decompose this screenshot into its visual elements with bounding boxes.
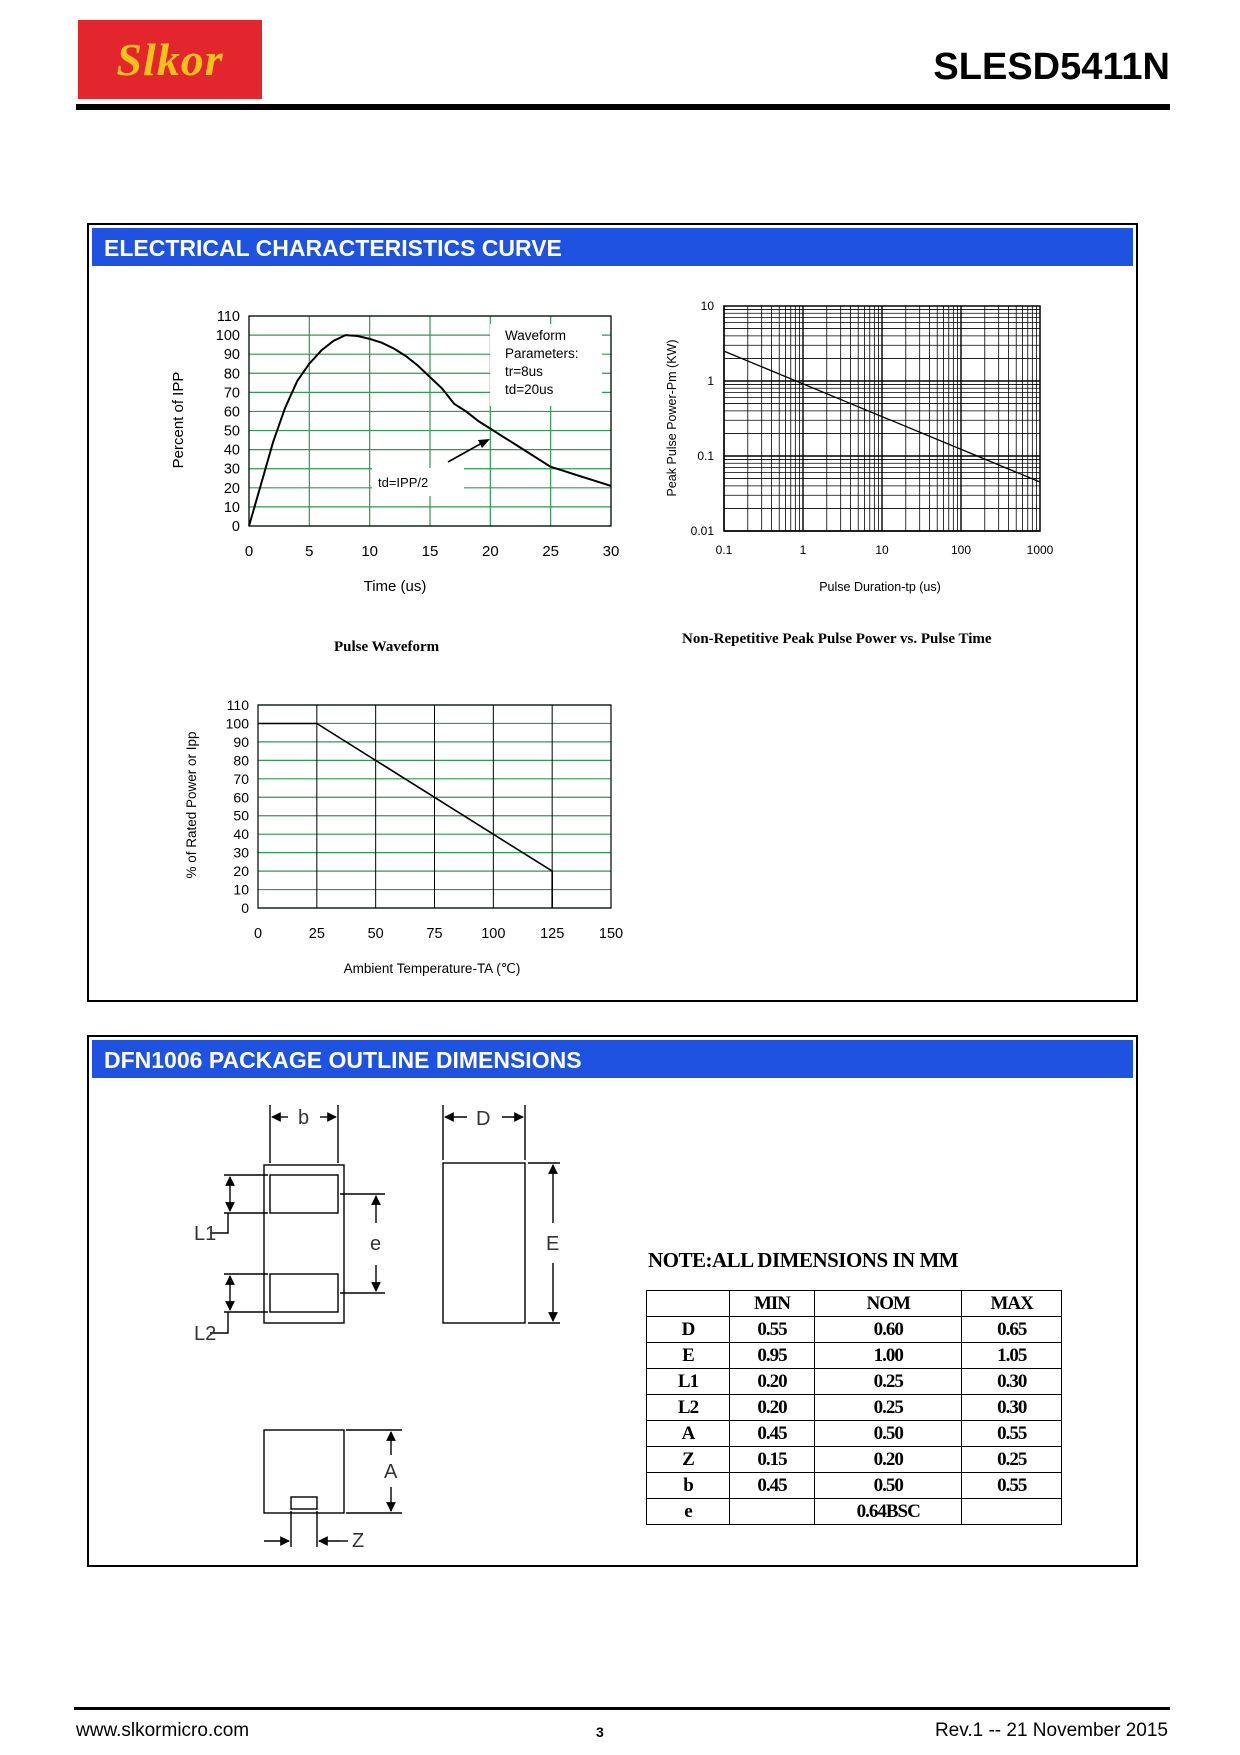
table-row (647, 1499, 1062, 1525)
table-cell: A (647, 1421, 730, 1447)
x-tick-label: 100 (950, 543, 972, 557)
dimensions-table (646, 1290, 1062, 1525)
y-tick-label: 0.01 (690, 524, 714, 538)
table-cell: 0.65 (962, 1317, 1062, 1343)
x-tick-label: 10 (875, 543, 889, 557)
y-tick-label: 100 (225, 715, 249, 732)
table-header-cell: MAX (962, 1291, 1062, 1317)
y-tick-label: 60 (233, 789, 249, 806)
y-tick-label: 10 (223, 499, 240, 516)
table-cell: 0.55 (962, 1473, 1062, 1499)
table-cell: L2 (647, 1395, 730, 1421)
table-cell: 1.00 (815, 1343, 962, 1369)
y-tick-label: 80 (223, 366, 240, 383)
table-cell: 0.50 (815, 1473, 962, 1499)
slkor-logo (78, 20, 262, 99)
y-tick-label: 110 (226, 697, 249, 713)
table-cell (730, 1499, 815, 1525)
top-view (210, 1105, 385, 1333)
table-cell: 0.55 (730, 1317, 815, 1343)
label-L1: L1 (194, 1223, 217, 1245)
y-tick-label: 110 (216, 309, 240, 325)
annotation-tr: tr=8us (505, 364, 543, 379)
label-A: A (384, 1461, 398, 1483)
table-cell: 0.45 (730, 1421, 815, 1447)
table-cell: 0.60 (815, 1317, 962, 1343)
x-axis-label: Ambient Temperature-TA (℃) (343, 961, 521, 976)
footer-rule (74, 1707, 1170, 1710)
x-tick-label: 0.1 (715, 543, 733, 557)
y-axis-label: Peak Pulse Power-Pm (KW) (665, 339, 679, 497)
y-axis-label: Percent of IPP (170, 371, 187, 469)
y-tick-label: 30 (233, 844, 249, 861)
table-cell (962, 1499, 1062, 1525)
table-cell: 0.55 (962, 1421, 1062, 1447)
footer-website: www.slkormicro.com (76, 1720, 250, 1741)
header-rule (76, 104, 1170, 110)
table-cell: 0.15 (730, 1447, 815, 1473)
table-cell: 0.64BSC (815, 1499, 962, 1525)
annotation-waveform: Waveform (505, 328, 567, 343)
table-cell: E (647, 1343, 730, 1369)
peak-pulse-power-chart (660, 290, 1080, 610)
table-header-cell: MIN (730, 1291, 815, 1317)
y-tick-label: 0.1 (697, 449, 714, 463)
y-tick-label: 70 (233, 770, 249, 787)
table-header-cell: NOM (815, 1291, 962, 1317)
table-row (647, 1317, 1062, 1343)
x-tick-label: 10 (361, 543, 379, 560)
x-tick-label: 30 (602, 543, 620, 560)
y-tick-label: 20 (223, 480, 240, 497)
label-b: b (298, 1107, 310, 1129)
x-tick-label: 0 (253, 926, 263, 942)
table-cell: b (647, 1473, 730, 1499)
x-tick-label: 25 (542, 543, 560, 560)
section-title: ELECTRICAL CHARACTERISTICS CURVE (104, 235, 562, 261)
table-row (647, 1473, 1062, 1499)
package-outline-drawing (180, 1095, 600, 1565)
y-tick-label: 0 (241, 900, 249, 916)
annotation-td: td=20us (505, 382, 554, 397)
y-tick-label: 0 (231, 519, 240, 535)
table-cell: 0.30 (962, 1369, 1062, 1395)
pulse-waveform-chart (160, 300, 640, 620)
section-header (92, 1040, 1133, 1078)
page-number: 3 (596, 1724, 604, 1740)
pulse-waveform-caption: Pulse Waveform (334, 639, 440, 655)
peak-pulse-power-caption: Non-Repetitive Peak Pulse Power vs. Pulse Time (682, 631, 992, 647)
power-derating-chart (160, 690, 640, 990)
y-tick-label: 30 (223, 461, 240, 478)
x-tick-label: 75 (426, 926, 443, 942)
y-tick-label: 40 (233, 826, 249, 843)
table-cell: 0.25 (815, 1369, 962, 1395)
table-cell: L1 (647, 1369, 730, 1395)
table-cell: Z (647, 1447, 730, 1473)
y-tick-label: 20 (233, 863, 249, 880)
y-tick-label: 40 (223, 442, 240, 459)
x-axis-label: Time (us) (363, 578, 427, 595)
x-tick-label: 100 (481, 926, 506, 942)
y-axis-label: % of Rated Power or Ipp (184, 731, 199, 879)
arrow-head (478, 439, 490, 448)
x-tick-label: 25 (308, 926, 325, 942)
annotation-td-ipp: td=IPP/2 (378, 475, 429, 490)
x-tick-label: 1 (799, 543, 807, 557)
x-tick-label: 15 (421, 543, 439, 560)
y-tick-label: 1 (707, 374, 714, 388)
table-cell: 0.20 (730, 1369, 815, 1395)
table-row (647, 1369, 1062, 1395)
y-tick-label: 50 (223, 423, 240, 440)
x-axis-label: Pulse Duration-tp (us) (819, 580, 941, 594)
table-row (647, 1447, 1062, 1473)
annotation-parameters: Parameters: (505, 346, 579, 361)
label-e: e (370, 1233, 382, 1255)
table-cell: 0.30 (962, 1395, 1062, 1421)
table-cell: 0.20 (815, 1447, 962, 1473)
table-cell: 0.20 (730, 1395, 815, 1421)
section-title: DFN1006 PACKAGE OUTLINE DIMENSIONS (104, 1047, 582, 1073)
y-tick-label: 100 (215, 328, 240, 345)
table-cell: e (647, 1499, 730, 1525)
x-tick-label: 125 (540, 926, 565, 942)
y-tick-label: 80 (233, 752, 249, 769)
footer-revision: Rev.1 -- 21 November 2015 (934, 1720, 1168, 1741)
table-cell: 0.25 (962, 1447, 1062, 1473)
table-header-row (647, 1291, 1062, 1317)
table-row (647, 1395, 1062, 1421)
y-tick-label: 70 (223, 385, 240, 402)
y-tick-label: 50 (233, 807, 249, 824)
table-cell: 0.25 (815, 1395, 962, 1421)
x-tick-label: 5 (305, 543, 314, 560)
table-cell: 0.50 (815, 1421, 962, 1447)
dimensions-note: NOTE:ALL DIMENSIONS IN MM (648, 1248, 959, 1272)
table-row (647, 1421, 1062, 1447)
table-cell: 1.05 (962, 1343, 1062, 1369)
x-tick-label: 20 (481, 543, 499, 560)
annotation-arrow (448, 443, 482, 462)
part-number: SLESD5411N (933, 46, 1170, 88)
y-tick-label: 10 (233, 881, 249, 898)
y-tick-label: 90 (223, 347, 240, 364)
label-L2: L2 (194, 1323, 217, 1345)
x-tick-label: 0 (244, 543, 254, 560)
label-E: E (546, 1233, 560, 1255)
label-Z: Z (352, 1530, 365, 1552)
table-row (647, 1343, 1062, 1369)
x-tick-label: 150 (598, 926, 624, 942)
y-tick-label: 10 (700, 299, 714, 313)
side-view (443, 1105, 560, 1323)
logo-text: Slkor (116, 34, 224, 85)
x-tick-label: 1000 (1026, 543, 1054, 557)
label-D: D (476, 1108, 491, 1130)
table-cell: D (647, 1317, 730, 1343)
table-cell: 0.95 (730, 1343, 815, 1369)
table-cell: 0.45 (730, 1473, 815, 1499)
end-view (264, 1430, 402, 1547)
table-header-cell (647, 1291, 730, 1317)
x-tick-label: 50 (367, 926, 384, 942)
y-tick-label: 90 (233, 733, 249, 750)
section-header (92, 228, 1133, 266)
y-tick-label: 60 (223, 404, 240, 421)
